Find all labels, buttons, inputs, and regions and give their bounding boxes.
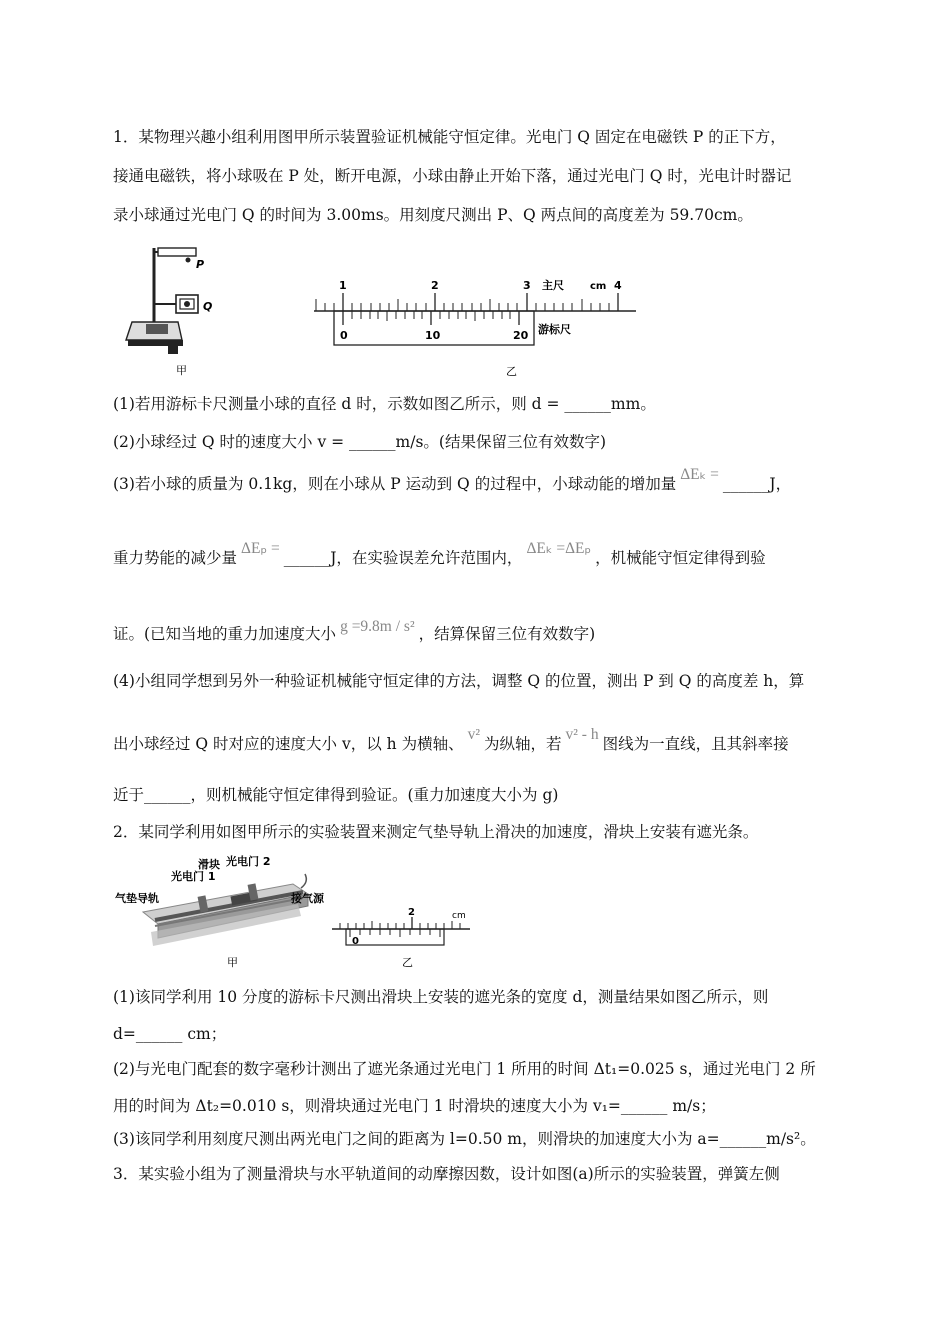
q1-gravity-formula: g =9.8m / s² — [340, 618, 415, 635]
q2-label-gate2: 光电门 2 — [226, 855, 271, 868]
q2-airtrack-figure — [113, 850, 324, 970]
q1-sub2: (2)小球经过 Q 时的速度大小 v = ______m/s。(结果保留三位有效数字) — [113, 433, 607, 451]
q1-main-tick-1: 1 — [339, 279, 347, 292]
q1-stem-line-3: 录小球通过光电门 Q 的时间为 3.00ms。用刻度尺测出 P、Q 两点间的高度差为 59.70cm。 — [113, 206, 753, 224]
q2-stem: 2．某同学利用如图甲所示的实验装置来测定气垫导轨上滑决的加速度，滑块上安装有遮光条。 — [113, 823, 759, 841]
q1-sub3-line-3 — [113, 618, 596, 645]
q1-sub4-text-d: 图线为一直线，且其斜率接 — [602, 735, 789, 753]
q1-delta-ek-formula: ΔEₖ = — [680, 466, 719, 483]
q2-vernier-tick-0: 0 — [352, 936, 359, 947]
q1-vernier-scale — [343, 311, 519, 325]
q2-main-scale — [340, 917, 460, 929]
q1-sub3-text-e: ，机械能守恒定律得到验 — [595, 549, 766, 567]
q1-label-q: Q — [203, 300, 213, 313]
q3-stem: 3．某实验小组为了测量滑块与水平轨道间的动摩擦因数，设计如图(a)所示的实验装置，弹簧左侧 — [113, 1165, 780, 1183]
q2-sub1-line-2: d=______ cm； — [113, 1025, 227, 1043]
q1-energy-equal-formula: ΔEₖ =ΔEₚ — [526, 540, 592, 557]
q1-fig-b-caption: 乙 — [506, 365, 517, 378]
q1-sub3-text-f: 证。(已知当地的重力加速度大小 — [113, 625, 337, 643]
q1-vernier-tick-0: 0 — [340, 329, 348, 342]
q2-vernier-scale — [350, 929, 440, 937]
q1-sub1: (1)若用游标卡尺测量小球的直径 d 时，示数如图乙所示，则 d = ______mm。 — [113, 395, 656, 413]
q2-label-airtrack: 气垫导轨 — [115, 892, 159, 905]
q2-fig-b-caption: 乙 — [402, 956, 413, 969]
q1-v2-h-formula: v² - h — [565, 726, 599, 743]
q1-vernier-tick-20: 20 — [513, 329, 529, 342]
q1-vernier-figure — [310, 275, 640, 380]
q1-main-scale-label: 主尺 — [542, 279, 564, 292]
q1-sub3-text-d: ______J，在实验误差允许范围内， — [283, 549, 523, 567]
q1-main-tick-2: 2 — [431, 279, 439, 292]
q2-label-slider: 滑块 — [198, 858, 220, 871]
q1-sub3-text-g: ，结算保留三位有效数字) — [418, 625, 596, 643]
q2-sub2-line-2: 用的时间为 Δt₂=0.010 s，则滑块通过光电门 1 时滑块的速度大小为 v₁=______ m/s； — [113, 1097, 716, 1115]
q2-label-air-source: 接气源 — [291, 892, 324, 905]
q1-sub3-line-1 — [113, 466, 792, 495]
q1-apparatus-figure — [118, 240, 228, 380]
q2-sub2-line-1: (2)与光电门配套的数字毫秒计测出了遮光条通过光电门 1 所用的时间 Δt₁=0.025 s，通过光电门 2 所 — [113, 1060, 816, 1078]
q1-stem-line-1: 1．某物理兴趣小组利用图甲所示装置验证机械能守恒定律。光电门 Q 固定在电磁铁 P 的正下方， — [113, 128, 786, 146]
q1-v-squared-formula: v² — [467, 726, 480, 743]
q1-sub4-line-3: 近于______，则机械能守恒定律得到验证。(重力加速度大小为 g) — [113, 786, 559, 804]
q1-main-scale — [316, 293, 618, 311]
q1-main-tick-4: 4 — [614, 279, 622, 292]
q1-main-tick-3: 3 — [523, 279, 531, 292]
q1-label-p: P — [196, 258, 205, 271]
q2-vernier-figure — [330, 905, 475, 970]
q2-fig-a-caption: 甲 — [227, 956, 238, 969]
q2-sub1-line-1: (1)该同学利用 10 分度的游标卡尺测出滑块上安装的遮光条的宽度 d，测量结果如图乙所示，则 — [113, 988, 769, 1006]
q2-sub3: (3)该同学利用刻度尺测出两光电门之间的距离为 l=0.50 m，则滑块的加速度大小为 a=______m/s²。 — [113, 1130, 816, 1148]
q1-sub3-line-2 — [113, 540, 766, 569]
q1-stem-line-2: 接通电磁铁，将小球吸在 P 处，断开电源，小球由静止开始下落，通过光电门 Q 时，光电计时器记 — [113, 167, 792, 185]
q1-sub4-line-1: (4)小组同学想到另外一种验证机械能守恒定律的方法，调整 Q 的位置，测出 P 到 Q 的高度差 h，算 — [113, 672, 805, 690]
q2-label-gate1: 光电门 1 — [171, 870, 216, 883]
q1-sub4-line-2 — [113, 726, 789, 755]
q1-sub3-text-a: (3)若小球的质量为 0.1kg，则在小球从 P 运动到 Q 的过程中，小球动能的增加量 — [113, 475, 677, 493]
q1-sub4-text-b: 出小球经过 Q 时对应的速度大小 v，以 h 为横轴、 — [113, 735, 464, 753]
q1-sub4-text-c: 为纵轴，若 — [484, 735, 562, 753]
q1-sub3-text-b: ______J， — [722, 475, 792, 493]
q1-fig-a-caption: 甲 — [176, 364, 187, 377]
q1-sub3-text-c: 重力势能的减少量 — [113, 549, 238, 567]
q2-unit-label: cm — [452, 911, 466, 921]
q1-delta-ep-formula: ΔEₚ = — [241, 540, 280, 557]
q1-vernier-scale-label: 游标尺 — [538, 323, 571, 336]
q2-main-tick-2: 2 — [408, 907, 415, 918]
q1-unit-label: cm — [590, 281, 607, 292]
q1-vernier-tick-10: 10 — [425, 329, 441, 342]
